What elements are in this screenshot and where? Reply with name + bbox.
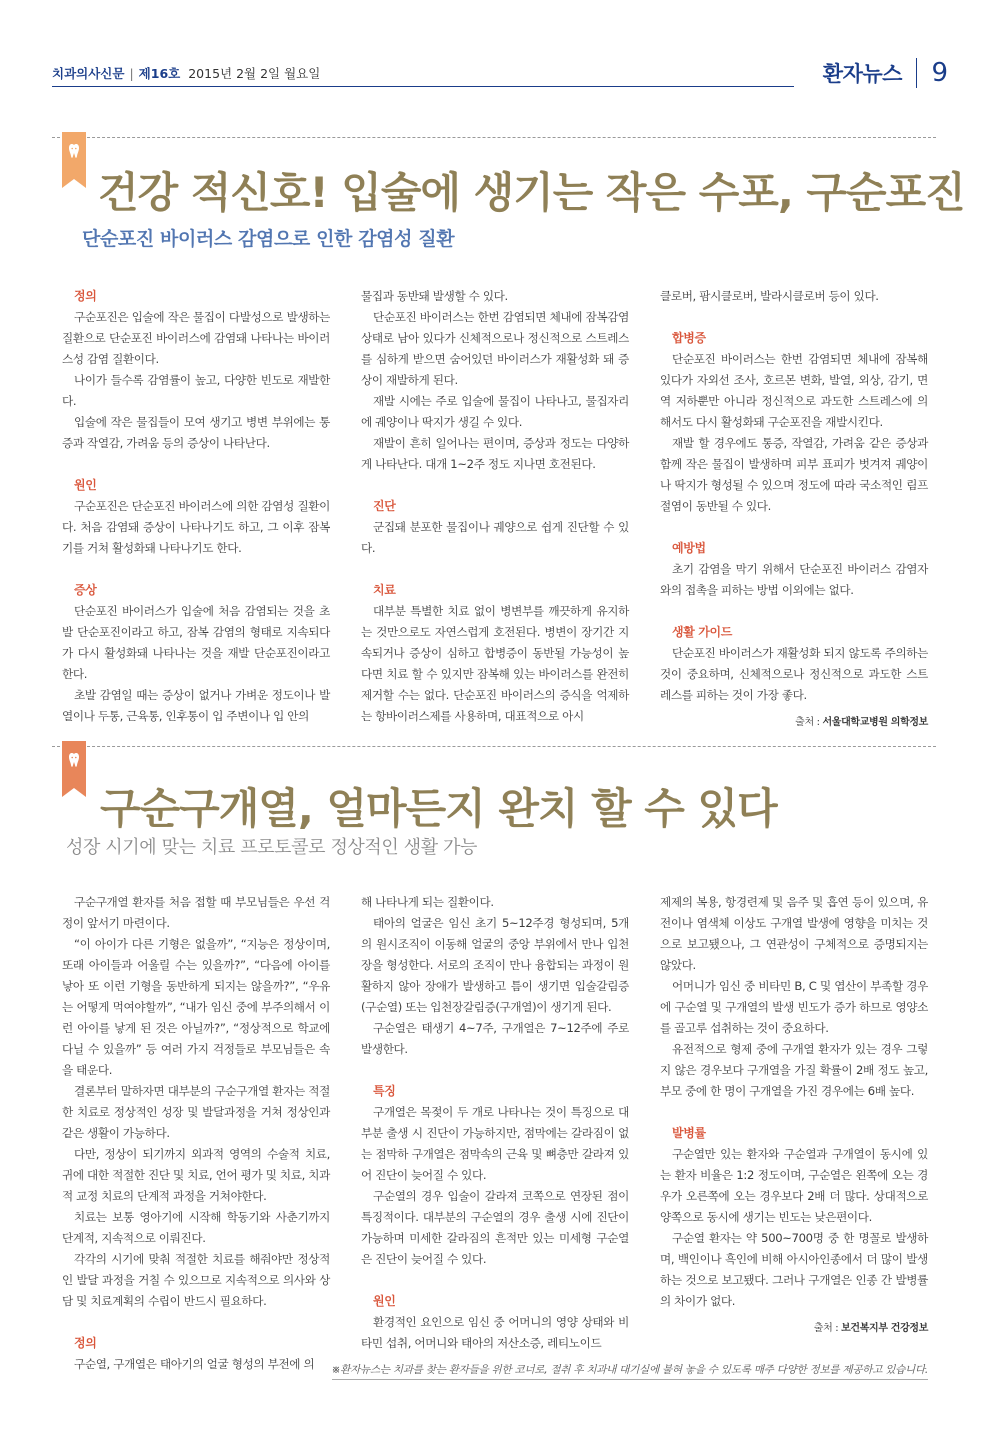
body-paragraph: 초기 감염을 막기 위해서 단순포진 바이러스 감염자와의 접촉을 피하는 방법 이외에는 없다. (660, 562, 928, 597)
article1-title: 건강 적신호! 입술에 생기는 작은 수포, 구순포진 (98, 168, 965, 217)
body-paragraph: 나이가 들수록 감염률이 높고, 다양한 빈도로 재발한다. (62, 373, 330, 408)
paragraph-gap (62, 559, 330, 580)
article2-subtitle: 성장 시기에 맞는 치료 프로토콜로 정상적인 생활 가능 (66, 837, 477, 858)
body-paragraph: 클로버, 팜시클로버, 발라시클로버 등이 있다. (660, 289, 879, 303)
masthead-info (52, 64, 320, 82)
body-paragraph: 군집돼 분포한 물집이나 궤양으로 쉽게 진단할 수 있다. (361, 520, 629, 555)
body-paragraph: 구순구개열 환자를 처음 접할 때 부모님들은 우선 걱정이 앞서기 마련이다. (62, 895, 330, 930)
issue-date: 2015년 2월 2일 월요일 (188, 66, 321, 81)
body-paragraph: 초발 감염일 때는 증상이 없거나 가벼운 정도이나 발열이나 두통, 근육통, 인후통이 입 주변이나 입 안의 (62, 688, 330, 723)
masthead (52, 60, 948, 90)
section-heading: 증상 (74, 583, 97, 597)
body-paragraph: 단순포진 바이러스가 입술에 처음 감염되는 것을 초발 단순포진이라고 하고, 잠복 감염의 형태로 지속되다가 다시 활성화돼 나타나는 것을 재발 단순포진이라고 한다. (62, 604, 330, 681)
paragraph-gap (62, 454, 330, 475)
footer-rule (332, 1379, 928, 1380)
paragraph-gap (660, 1102, 928, 1123)
article1-column-2 (361, 286, 629, 733)
section-divider (916, 58, 918, 88)
masthead-divider: | (129, 66, 134, 81)
paragraph-gap (660, 307, 928, 328)
paragraph-gap (361, 1060, 629, 1081)
article2-body (62, 892, 928, 1375)
body-paragraph: 구순열, 구개열은 태아기의 얼굴 형성의 부전에 의 (74, 1357, 315, 1371)
body-paragraph: 제제의 복용, 항경련제 및 음주 및 흡연 등이 있으며, 유전이나 염색체 이상도 구개열 발생에 영향을 미치는 것으로 보고됐으나, 그 연관성이 구체적으로 증명되지는 않았다. (660, 895, 928, 972)
body-paragraph: 구순열 환자는 약 500~700명 중 한 명꼴로 발생하며, 백인이나 흑인에 비해 아시아인종에서 더 많이 발생하는 것으로 보고됐다. 그러나 구개열은 인종 간 발병률의 차이가 없다. (660, 1231, 928, 1308)
article2-column-2 (361, 892, 629, 1375)
body-paragraph: 단순포진 바이러스는 한번 감염되면 체내에 잠복해 있다가 자외선 조사, 호르몬 변화, 발열, 외상, 감기, 면역 저하뿐만 아니라 정신적으로 과도한 스트레스에 의해서도 다시 활성화돼 구순포진을 재발시킨다. (660, 352, 928, 429)
source-label: 출처 : (813, 1323, 842, 1334)
body-paragraph: 구순포진은 입술에 작은 물집이 다발성으로 발생하는 질환으로 단순포진 바이러스에 감염돼 나타나는 바이러스성 감염 질환이다. (62, 310, 330, 366)
body-paragraph: 재발 시에는 주로 입술에 물집이 나타나고, 물집자리에 궤양이나 딱지가 생길 수 있다. (361, 394, 629, 429)
section-heading: 합병증 (672, 331, 706, 345)
body-paragraph: 각각의 시기에 맞춰 적절한 치료를 해줘야만 정상적인 발달 과정을 거칠 수 있으므로 지속적으로 의사와 상담 및 치료계획의 수립이 반드시 필요하다. (62, 1252, 330, 1308)
body-paragraph: 재발이 흔히 일어나는 편이며, 증상과 정도는 다양하게 나타난다. 대개 1~2주 정도 지나면 호전된다. (361, 436, 629, 471)
body-paragraph: 구순열만 있는 환자와 구순열과 구개열이 동시에 있는 환자 비율은 1:2 정도이며, 구순열은 왼쪽에 오는 경우가 오른쪽에 오는 경우보다 2배 더 많다. 상대적으로 양쪽으로 동시에 생기는 빈도는 낮은편이다. (660, 1147, 928, 1224)
section-heading: 발병률 (672, 1126, 706, 1140)
masthead-section (823, 54, 948, 92)
article1-subtitle: 단순포진 바이러스 감염으로 인한 감염성 질환 (82, 228, 455, 250)
paragraph-gap (361, 475, 629, 496)
section-heading: 생활 가이드 (672, 625, 733, 639)
section-heading: 진단 (373, 499, 396, 513)
tooth-ribbon-icon (62, 132, 86, 188)
body-paragraph: 유전적으로 형제 중에 구개열 환자가 있는 경우 그렇지 않은 경우보다 구개열을 가질 확률이 2배 정도 높고, 부모 중에 한 명이 구개열을 가진 경우에는 6배 높다. (660, 1042, 928, 1098)
source-credit (660, 1318, 928, 1339)
paragraph-gap (62, 1312, 330, 1333)
body-paragraph: 치료는 보통 영아기에 시작해 학동기와 사춘기까지 단계적, 지속적으로 이뤄진다. (62, 1210, 330, 1245)
body-paragraph: 어머니가 임신 중 비타민 B, C 및 엽산이 부족할 경우에 구순열 및 구개열의 발생 빈도가 증가 하므로 영양소를 골고루 섭취하는 것이 중요하다. (660, 979, 928, 1035)
body-paragraph: 물집과 동반돼 발생할 수 있다. (361, 289, 508, 303)
body-paragraph: 대부분 특별한 치료 없이 병변부를 깨끗하게 유지하는 것만으로도 자연스럽게 호전된다. 병변이 장기간 지속되거나 증상이 심하고 합병증이 동반될 가능성이 높다면 치료 할 수 있지만 잠복해 있는 바이러스를 완전히 제거할 수는 없다. 단순포진 바이러스의 증식을 억제하는 항바이러스제를 사용하며, 대표적으로 아시 (361, 604, 629, 723)
masthead-rule (52, 86, 794, 87)
footer-note: ※환자뉴스는 치과를 찾는 환자들을 위한 코너로, 절취 후 치과내 대기실에 불혀 놓을 수 있도록 매주 다양한 정보를 제공하고 있습니다. (331, 1364, 928, 1376)
tooth-ribbon-icon (62, 741, 86, 797)
section-name: 환자뉴스 (822, 62, 902, 86)
section-heading: 원인 (373, 1294, 396, 1308)
body-paragraph: 입술에 작은 물집들이 모여 생기고 병변 부위에는 통증과 작열감, 가려움 등의 증상이 나타난다. (62, 415, 330, 450)
body-paragraph: 태아의 얼굴은 임신 초기 5~12주경 형성되며, 5개의 원시조직이 이동해 얼굴의 중앙 부위에서 만나 입천장을 형성한다. 서로의 조직이 만나 융합되는 과정이 원활하지 않아 장애가 발생하고 틈이 생기면 입술갈림증(구순열) 또는 입천장갈림증(구개열)이 생기게 된다. (361, 916, 629, 1014)
article2-title: 구순구개열, 얼마든지 완치 할 수 있다 (100, 784, 777, 833)
body-paragraph: 단순포진 바이러스는 한번 감염되면 체내에 잠복감염 상태로 남아 있다가 신체적으로나 정신적으로 스트레스를 심하게 받으면 숨어있던 바이러스가 재활성화 돼 증상이 재발하게 된다. (361, 310, 629, 387)
article2-dashed-rule (52, 746, 936, 747)
issue-number: 제16호 (138, 66, 181, 81)
article2-column-1 (62, 892, 330, 1375)
article1-dashed-rule (52, 137, 936, 138)
body-paragraph: 재발 할 경우에도 통증, 작열감, 가려움 같은 증상과 함께 작은 물집이 발생하며 피부 표피가 벗겨져 궤양이나 딱지가 형성될 수 있으며 정도에 따라 국소적인 림프절염이 동반될 수 있다. (660, 436, 928, 513)
source-name: 서울대학교병원 의학정보 (822, 717, 928, 728)
body-paragraph: 구개열은 목젖이 두 개로 나타나는 것이 특징으로 대부분 출생 시 진단이 가능하지만, 점막에는 갈라짐이 없는 점막하 구개열은 점막속의 근육 및 뼈층만 갈라져 있어 진단이 늦어질 수 있다. (361, 1105, 629, 1182)
paragraph-gap (660, 517, 928, 538)
body-paragraph: “이 아이가 다른 기형은 없을까”, “지능은 정상이며, 또래 아이들과 어울릴 수는 있을까?”, “다음에 아이를 낳아 또 이런 기형을 동반하게 되지는 않을까?”, “우유는 어떻게 먹여야할까”, “내가 임신 중에 부주의해서 이런 아이를 낳게 된 것은 아닐까?”, “정상적으로 학교에 다닐 수 있을까” 등 여러 가지 걱정들로 부모님들은 속을 태운다. (62, 937, 330, 1077)
paragraph-gap (361, 559, 629, 580)
body-paragraph: 환경적인 요인으로 임신 중 어머니의 영양 상태와 비타민 섭취, 어머니와 태아의 저산소증, 레티노이드 (361, 1315, 629, 1350)
body-paragraph: 단순포진 바이러스가 재활성화 되지 않도록 주의하는 것이 중요하며, 신체적으로나 정신적으로 과도한 스트레스를 피하는 것이 가장 좋다. (660, 646, 928, 702)
section-heading: 치료 (373, 583, 396, 597)
section-heading: 특징 (373, 1084, 396, 1098)
article1-column-1 (62, 286, 330, 733)
body-paragraph: 구순포진은 단순포진 바이러스에 의한 감염성 질환이다. 처음 감염돼 증상이 나타나기도 하고, 그 이후 잠복기를 거쳐 활성화돼 나타나기도 한다. (62, 499, 330, 555)
publication-name: 치과의사신문 (52, 66, 125, 81)
section-heading: 정의 (74, 289, 97, 303)
body-paragraph: 구순열의 경우 입술이 갈라져 코쪽으로 연장된 점이 특징적이다. 대부분의 구순열의 경우 출생 시에 진단이 가능하며 미세한 갈라짐의 흔적만 있는 미세형 구순열은 진단이 늦어질 수 있다. (361, 1189, 629, 1266)
source-credit (660, 712, 928, 733)
body-paragraph: 결론부터 말하자면 대부분의 구순구개열 환자는 적절한 치료로 정상적인 성장 및 발달과정을 거쳐 정상인과 같은 생활이 가능하다. (62, 1084, 330, 1140)
article2-column-3 (660, 892, 928, 1375)
section-heading: 예방법 (672, 541, 706, 555)
page-number: 9 (931, 58, 948, 88)
paragraph-gap (660, 601, 928, 622)
article1-body (62, 286, 928, 733)
section-heading: 정의 (74, 1336, 97, 1350)
source-label: 출처 : (795, 717, 823, 728)
section-heading: 원인 (74, 478, 97, 492)
body-paragraph: 다만, 정상이 되기까지 외과적 영역의 수술적 치료, 귀에 대한 적절한 진단 및 치료, 언어 평가 및 치료, 치과적 교정 치료의 단계적 과정을 거쳐야한다. (62, 1147, 330, 1203)
paragraph-gap (361, 1270, 629, 1291)
source-name: 보건복지부 건강정보 (841, 1323, 928, 1334)
article1-column-3 (660, 286, 928, 733)
body-paragraph: 해 나타나게 되는 질환이다. (361, 895, 494, 909)
body-paragraph: 구순열은 태생기 4~7주, 구개열은 7~12주에 주로 발생한다. (361, 1021, 629, 1056)
